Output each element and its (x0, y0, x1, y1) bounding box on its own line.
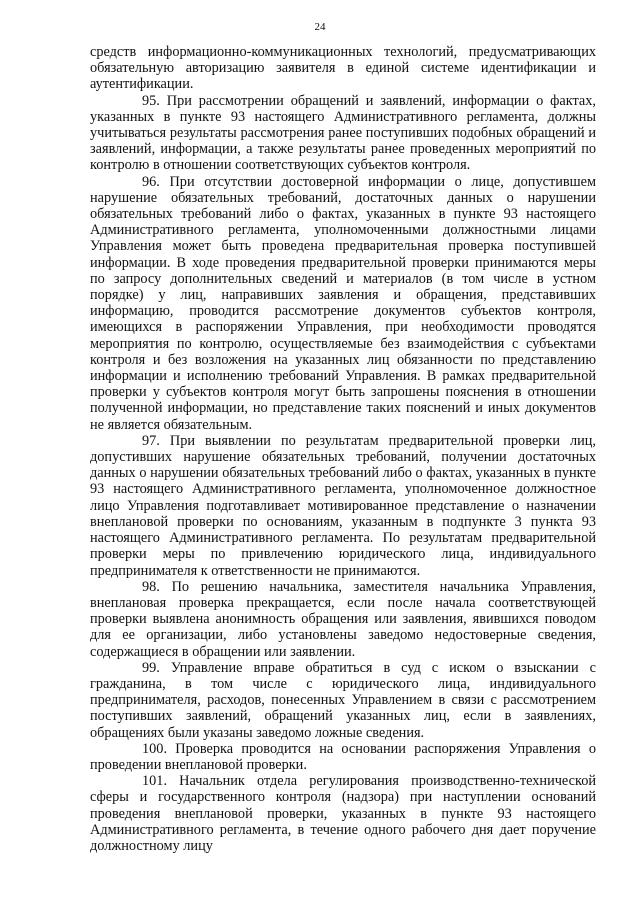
page-number: 24 (314, 21, 326, 33)
paragraph-95: 95. При рассмотрении обращений и заявлений, информации о фактах, указанных в пункте 93 настоящего Административного регламента, должны учитываться результаты рассмотрения ранее поступивших подобных обращений и заявлений, информации, а также результаты ранее проведенных мероприятий по контролю в отношении соответствующих субъектов контроля. (90, 92, 596, 174)
document-body (90, 44, 596, 854)
paragraph-96: 96. При отсутствии достоверной информации о лице, допустившем нарушение обязательных требований, достаточных данных о нарушении обязательных требований либо о фактах, указанных в пункте 93 настоящего Административного регламента, уполномоченными должностными лицами Управления может быть проведена предварительная проверка поступившей информации. В ходе проведения предварительной проверки принимаются меры по запросу дополнительных сведений и материалов (в том числе в устном порядке) у лиц, направивших заявления и обращения, представивших информацию, проводится рассмотрение документов субъектов контроля, имеющихся в распоряжении Управления, при необходимости проводятся мероприятия по контролю, осуществляемые без взаимодействия с субъектами контроля и без возложения на указанных лиц обязанности по представлению информации и исполнению требований Управления. В рамках предварительной проверки у субъектов контроля могут быть запрошены пояснения в отношении полученной информации, но представление таких пояснений и иных документов не является обязательным. (90, 173, 596, 433)
paragraph-continuation: средств информационно-коммуникационных технологий, предусматривающих обязательную авторизацию заявителя в единой системе идентификации и аутентификации. (90, 44, 596, 93)
paragraph-98: 98. По решению начальника, заместителя начальника Управления, внеплановая проверка прекращается, если после начала соответствующей проверки выявлена анонимность обращения или заявления, явившихся поводом для ее организации, либо установлены заведомо недостоверные сведения, содержащиеся в обращении или заявлении. (90, 578, 596, 660)
paragraph-101: 101. Начальник отдела регулирования производственно-технической сферы и государственного контроля (надзора) при наступлении оснований проведения внеплановой проверки, указанных в пункте 93 настоящего Административного регламента, в течение одного рабочего дня дает поручение должностному лицу (90, 773, 596, 854)
paragraph-100: 100. Проверка проводится на основании распоряжения Управления о проведении внеплановой проверки. (90, 740, 596, 773)
paragraph-99: 99. Управление вправе обратиться в суд с иском о взыскании с гражданина, в том числе с юридического лица, индивидуального предпринимателя, расходов, понесенных Управлением в связи с рассмотрением поступивших заявлений, обращений указанных лиц, если в заявлениях, обращениях были указаны заведомо ложные сведения. (90, 659, 596, 741)
paragraph-97: 97. При выявлении по результатам предварительной проверки лиц, допустивших нарушение обязательных требований, получении достаточных данных о нарушении обязательных требований либо о фактах, указанных в пункте 93 настоящего Административного регламента, уполномоченное должностное лицо Управления подготавливает мотивированное представление о назначении внеплановой проверки по основаниям, указанным в подпункте 3 пункта 93 настоящего Административного регламента. По результатам предварительной проверки меры по привлечению юридического лица, индивидуального предпринимателя к ответственности не принимаются. (90, 432, 596, 579)
